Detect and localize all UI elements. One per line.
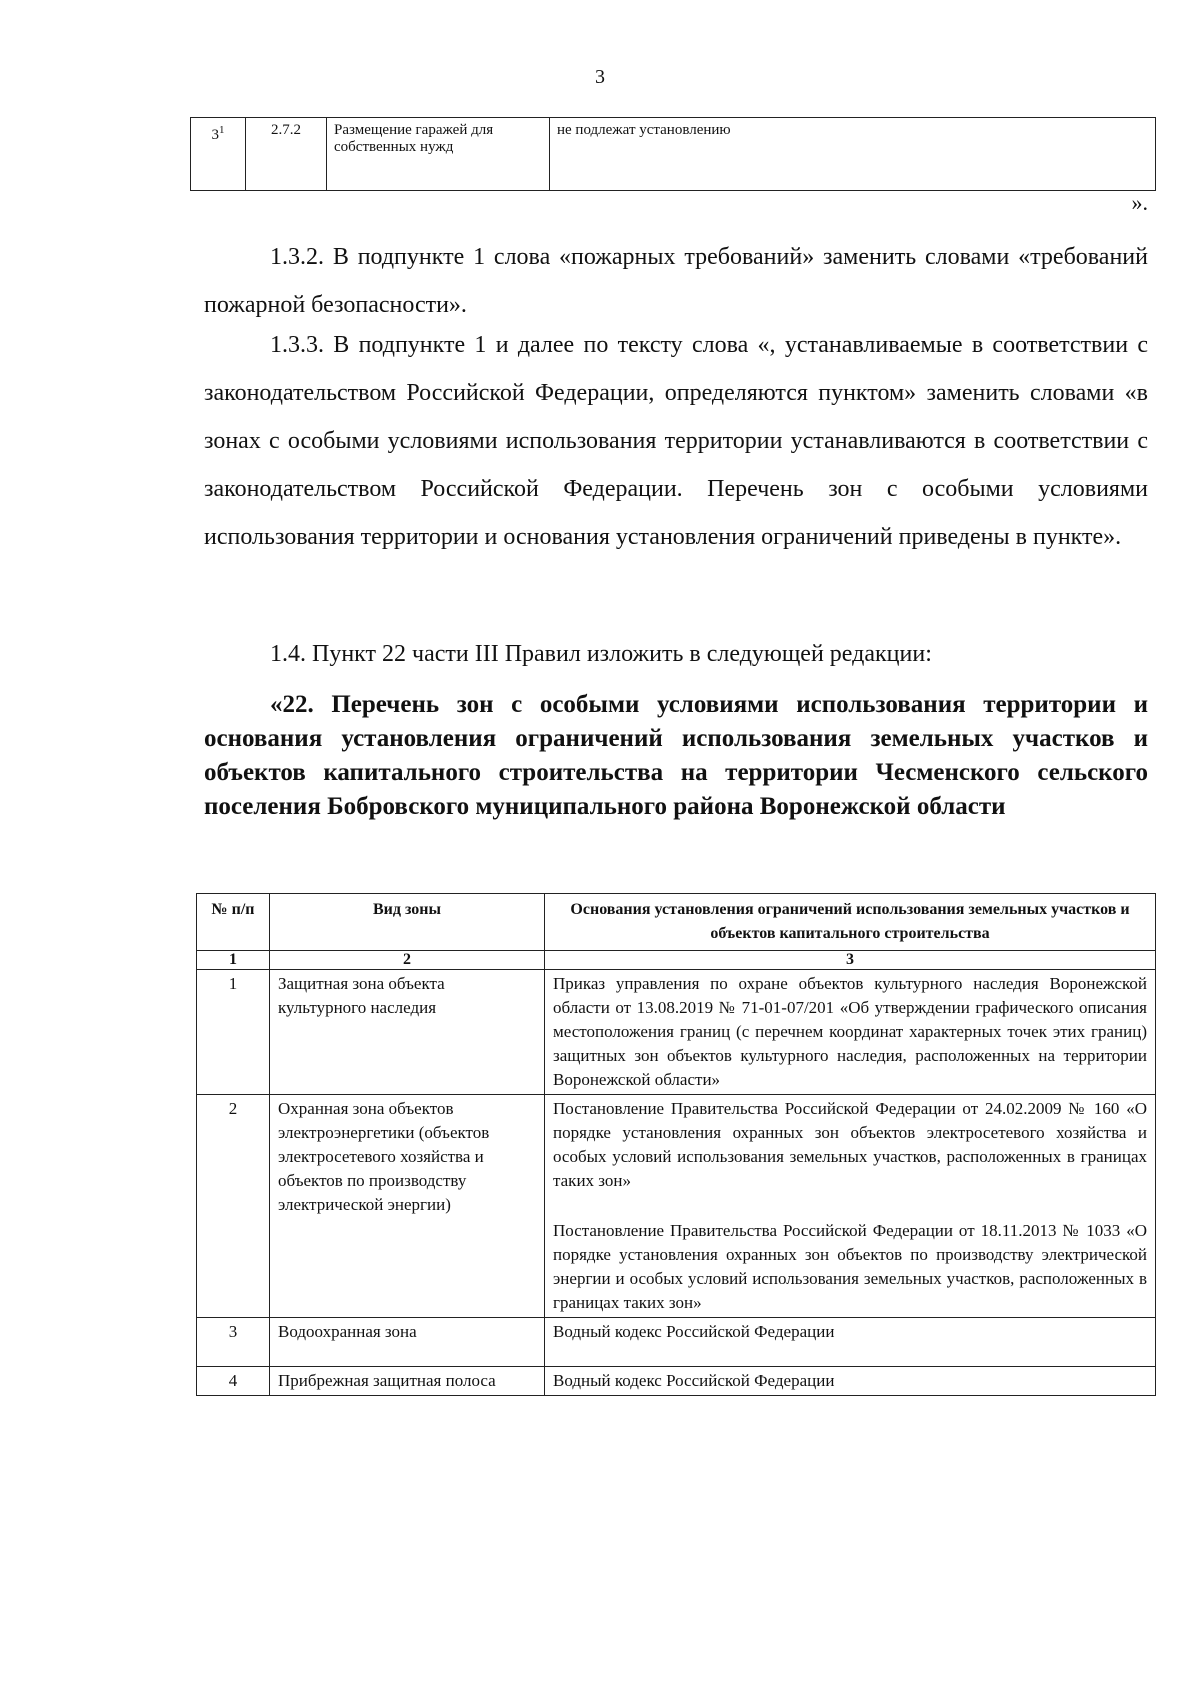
- table-row: [197, 1367, 1156, 1396]
- column-number: 1: [197, 951, 270, 970]
- zone-type: Защитная зона объекта культурного наследия: [270, 970, 545, 1095]
- closing-quote: ».: [1131, 190, 1148, 215]
- column-numbers-row: [197, 951, 1156, 970]
- row-number-superscript: 1: [219, 124, 225, 136]
- section-heading-text: «22. Перечень зон с особыми условиями использования территории и основания установления ограничений использования земельных участков и объектов капитального строительства на территории Чесменского сельского поселения Бобровского муниципального района Воронежской области: [204, 691, 1148, 820]
- paragraph-text: 1.3.2. В подпункте 1 слова «пожарных требований» заменить словами «требований пожарной безопасности».: [204, 244, 1148, 318]
- value-cell: не подлежат установлению: [550, 118, 1156, 191]
- column-number: 2: [270, 951, 545, 970]
- basis-text: Постановление Правительства Российской Федерации от 24.02.2009 № 160 «О порядке установления охранных зон объектов электросетевого хозяйства и особых условий использования земельных участков, расположенных в границах таких зон»: [553, 1099, 1147, 1190]
- basis-text: Постановление Правительства Российской Федерации от 18.11.2013 № 1033 «О порядке установления охранных зон объектов по производству электрической энергии и особых условий использования земельных участков, расположенных в границах таких зон»: [553, 1221, 1147, 1312]
- basis-text: Водный кодекс Российской Федерации: [553, 1322, 835, 1341]
- zone-type: Охранная зона объектов электроэнергетики (объектов электросетевого хозяйства и объектов по производству электрической энергии): [270, 1095, 545, 1318]
- basis-cell: [545, 1095, 1156, 1318]
- basis-text: Водный кодекс Российской Федерации: [553, 1371, 835, 1390]
- basis-cell: [545, 1367, 1156, 1396]
- header-number: № п/п: [197, 894, 270, 951]
- use-name-cell: Размещение гаражей для собственных нужд: [327, 118, 550, 191]
- basis-cell: [545, 1318, 1156, 1367]
- row-number: 4: [197, 1367, 270, 1396]
- paragraph-text: 1.4. Пункт 22 части III Правил изложить в следующей редакции:: [270, 641, 932, 667]
- page-number: 3: [595, 66, 605, 88]
- column-number: 3: [545, 951, 1156, 970]
- paragraph-1-3-3: [204, 321, 1148, 561]
- zone-type: Водоохранная зона: [270, 1318, 545, 1367]
- row-number: 1: [197, 970, 270, 1095]
- table-row: [197, 970, 1156, 1095]
- zones-table: [196, 893, 1156, 1396]
- paragraph-1-4: [204, 630, 1148, 678]
- table-row: [197, 1095, 1156, 1318]
- header-basis: Основания установления ограничений использования земельных участков и объектов капитального строительства: [545, 894, 1156, 951]
- code-cell: 2.7.2: [246, 118, 327, 191]
- row-number-cell: [191, 118, 246, 191]
- top-table: [190, 117, 1156, 191]
- header-zone-type: Вид зоны: [270, 894, 545, 951]
- table-header-row: [197, 894, 1156, 951]
- basis-text: Приказ управления по охране объектов культурного наследия Воронежской области от 13.08.2019 № 71-01-07/201 «Об утверждении графического описания местоположения границ (с перечнем координат характерных точек этих границ) защитных зон объектов культурного наследия, расположенных на территории Воронежской области»: [553, 974, 1147, 1089]
- paragraph-text: 1.3.3. В подпункте 1 и далее по тексту слова «, устанавливаемые в соответствии с законодательством Российской Федерации, определяются пунктом» заменить словами «в зонах с особыми условиями использования территории устанавливаются в соответствии с законодательством Российской Федерации. Перечень зон с особыми условиями использования территории и основания установления ограничений приведены в пункте».: [204, 332, 1148, 550]
- table-row: [191, 118, 1156, 191]
- section-heading: [204, 688, 1148, 824]
- basis-cell: [545, 970, 1156, 1095]
- row-number: 3: [197, 1318, 270, 1367]
- row-number: 3: [211, 127, 219, 143]
- zone-type: Прибрежная защитная полоса: [270, 1367, 545, 1396]
- paragraph-1-3-2: [204, 233, 1148, 329]
- table-row: [197, 1318, 1156, 1367]
- row-number: 2: [197, 1095, 270, 1318]
